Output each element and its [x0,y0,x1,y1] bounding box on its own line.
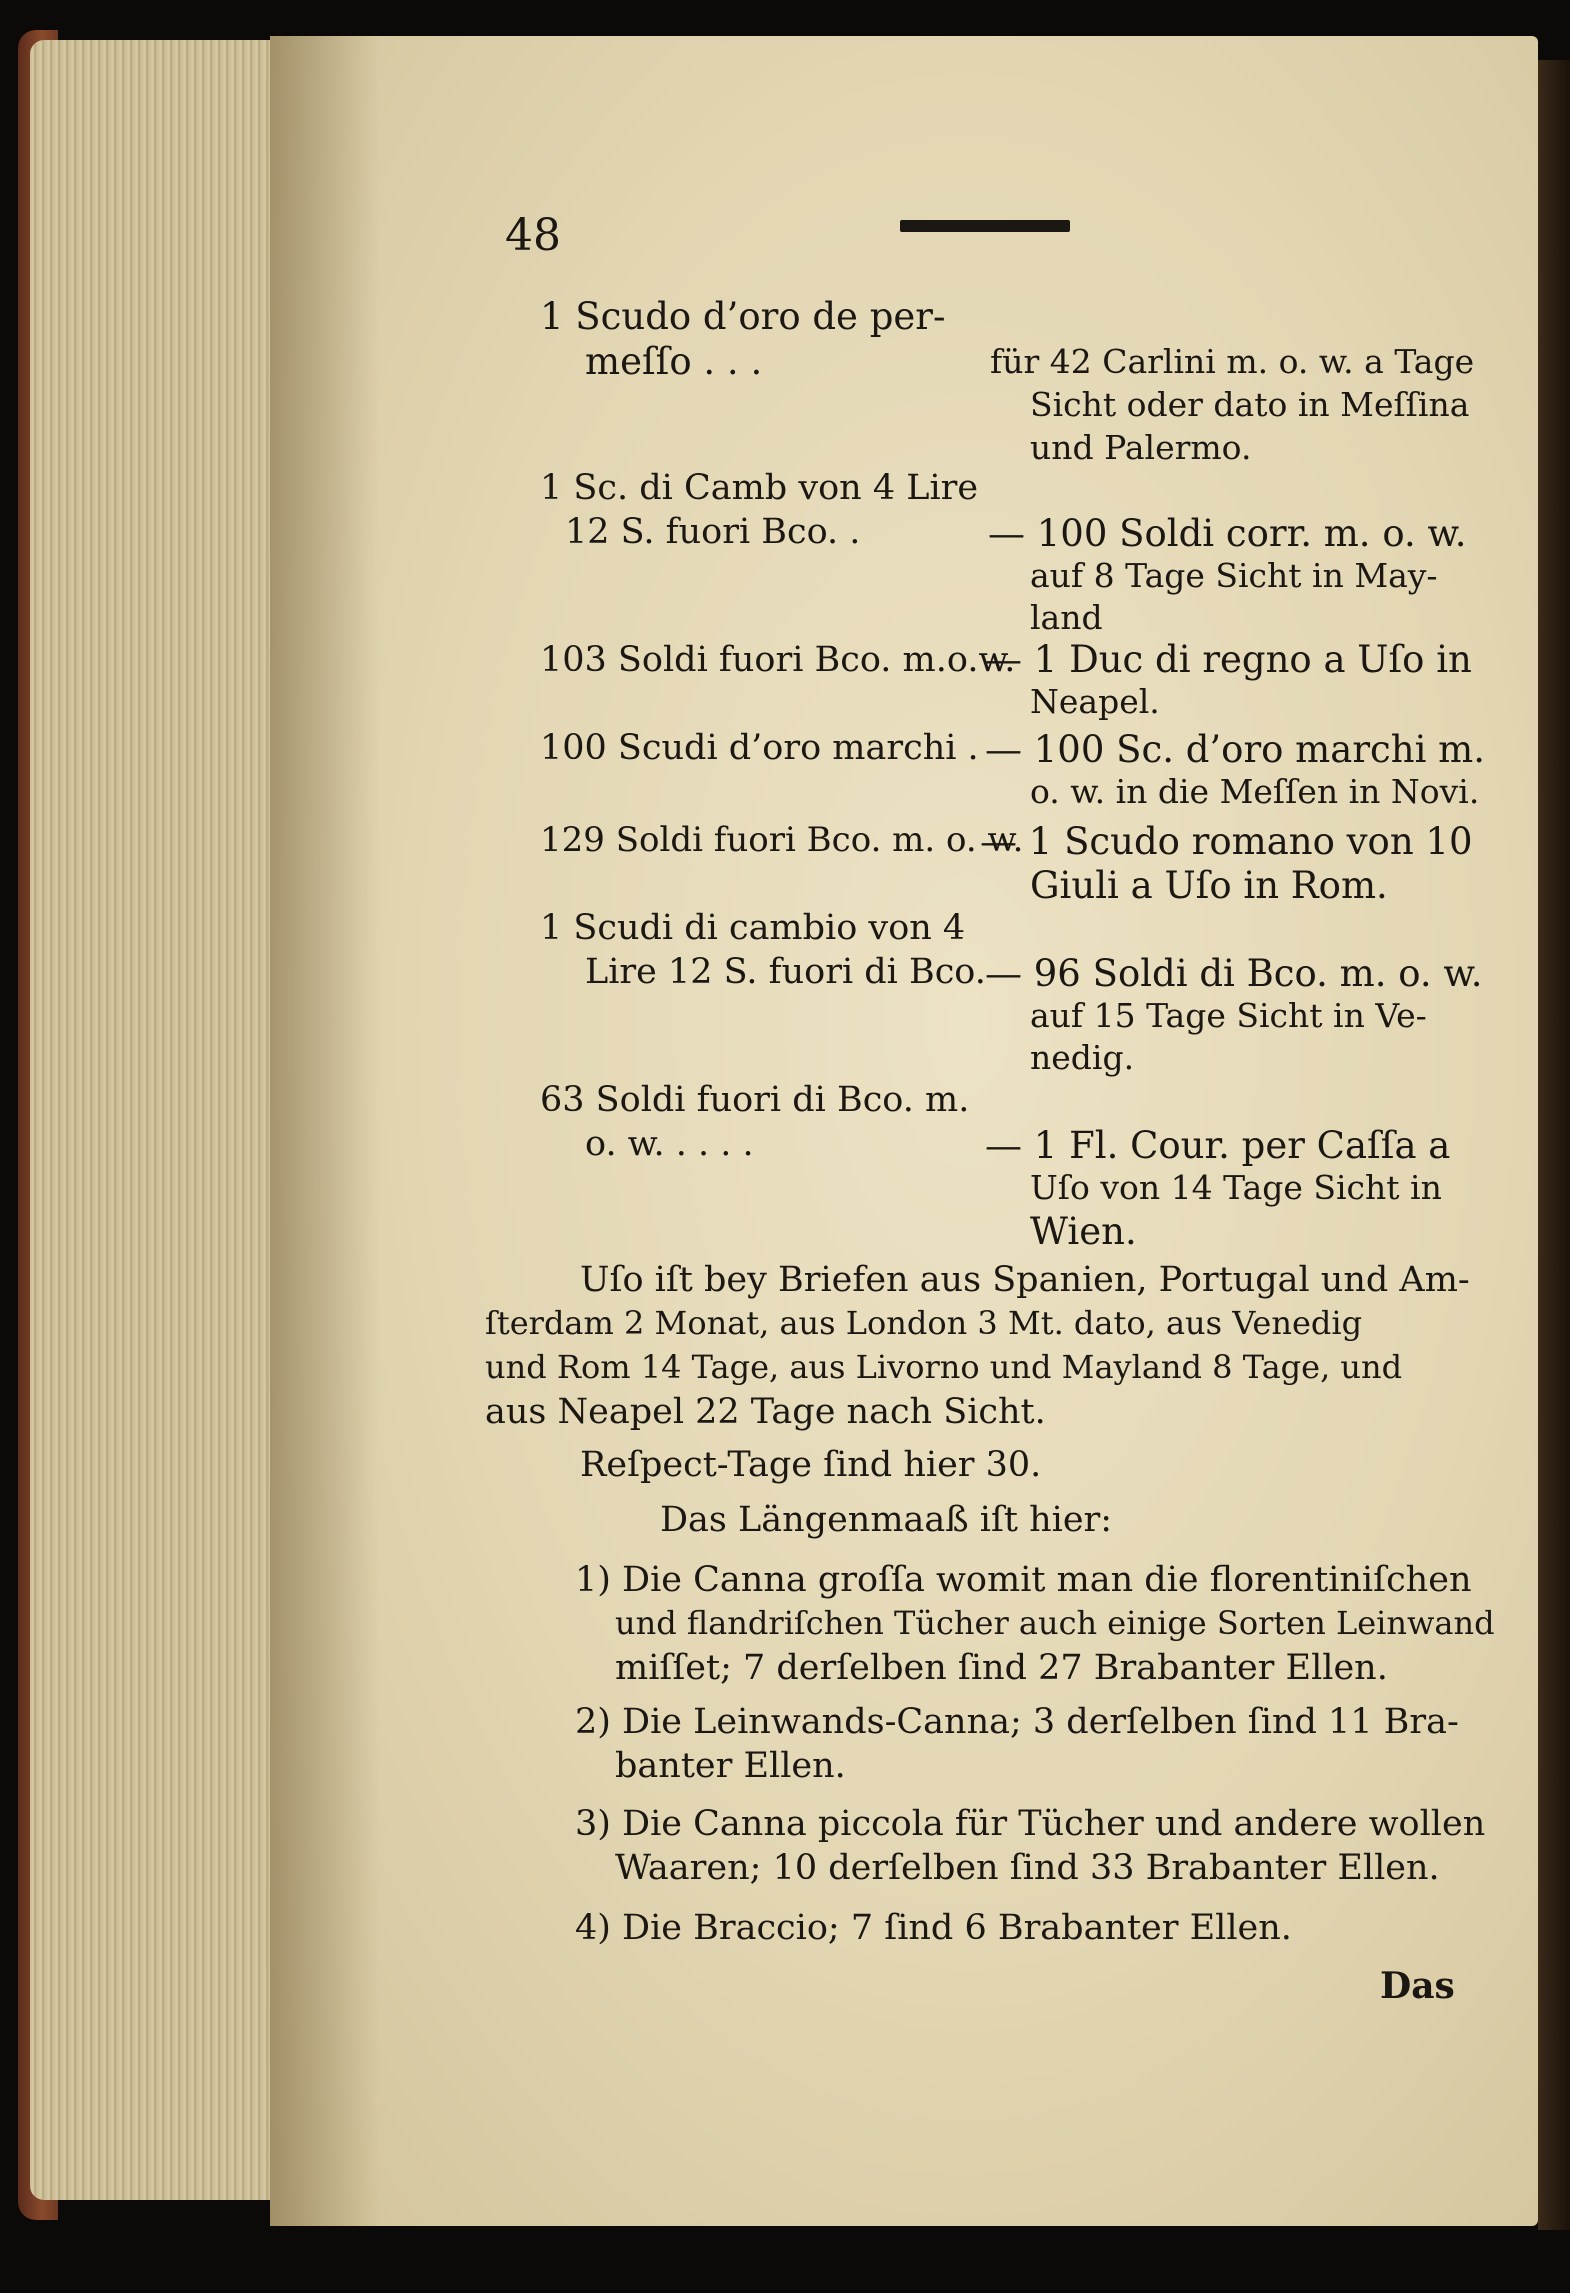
row7-left-line2: o. w. . . . . [585,1124,754,1164]
measure1-line1: 1) Die Canna groſſa womit man die florentiniſchen [575,1560,1472,1600]
page-number: 48 [505,210,561,261]
row7-right-line3: Wien. [1030,1210,1137,1253]
uso-line4: aus Neapel 22 Tage nach Sicht. [485,1392,1046,1432]
page-gutter-shadow [270,36,380,2226]
laengenmaass-intro: Das Längenmaaß iſt hier: [660,1500,1113,1540]
page-edges [30,40,300,2200]
row2-right-line1: — 100 Soldi corr. m. o. w. [988,512,1467,555]
row7-right-line2: Uſo von 14 Tage Sicht in [1030,1168,1442,1207]
row3-left-line1: 103 Soldi fuori Bco. m.o.w. [540,640,1016,680]
row1-left-line1: 1 Scudo d’oro de per- [540,295,946,338]
row4-right-line2: o. w. in die Meſſen in Novi. [1030,772,1480,811]
uso-line3: und Rom 14 Tage, aus Livorno und Mayland 8 Tage, und [485,1348,1403,1386]
row3-right-line2: Neapel. [1030,682,1160,721]
row1-right-line2: Sicht oder dato in Meſſina [1030,385,1470,424]
uso-line1: Uſo iſt bey Briefen aus Spanien, Portugal und Am- [580,1260,1470,1300]
respect-days: Reſpect-Tage ſind hier 30. [580,1445,1042,1485]
measure1-line2: und flandriſchen Tücher auch einige Sorten Leinwand [615,1604,1495,1642]
row5-right-line1: — 1 Scudo romano von 10 [980,820,1473,863]
row3-right-line1: — 1 Duc di regno a Uſo in [985,638,1472,681]
measure3-line2: Waaren; 10 derſelben ſind 33 Brabanter Ellen. [615,1848,1440,1888]
measure4-line1: 4) Die Braccio; 7 ſind 6 Brabanter Ellen. [575,1908,1292,1948]
uso-line2: ſterdam 2 Monat, aus London 3 Mt. dato, aus Venedig [485,1304,1363,1342]
row7-left-line1: 63 Soldi fuori di Bco. m. [540,1080,970,1120]
row5-left-line1: 129 Soldi fuori Bco. m. o. w. [540,820,1024,860]
row6-left-line1: 1 Scudi di cambio von 4 [540,908,966,948]
row2-left-line1: 1 Sc. di Camb von 4 Lire [540,468,979,508]
row4-right-line1: — 100 Sc. d’oro marchi m. [985,728,1486,771]
measure2-line2: banter Ellen. [615,1746,846,1786]
row4-left-line1: 100 Scudi d’oro marchi . [540,728,979,768]
measure1-line3: miſſet; 7 derſelben ſind 27 Brabanter Ellen. [615,1648,1388,1688]
catchword: Das [1380,1965,1455,2007]
measure3-line1: 3) Die Canna piccola für Tücher und andere wollen [575,1804,1486,1844]
row1-left-line2: meſſo . . . [585,340,763,383]
row1-right-line1: für 42 Carlini m. o. w. a Tage [990,342,1475,381]
row2-right-line3: land [1030,598,1103,637]
row1-right-line3: und Palermo. [1030,428,1252,467]
row7-right-line1: — 1 Fl. Cour. per Caſſa a [985,1124,1451,1167]
row6-left-line2: Lire 12 S. fuori di Bco. [585,952,986,992]
measure2-line1: 2) Die Leinwands-Canna; 3 derſelben ſind 11 Bra- [575,1702,1459,1742]
row6-right-line1: — 96 Soldi di Bco. m. o. w. [985,952,1483,995]
row2-right-line2: auf 8 Tage Sicht in May- [1030,556,1438,595]
row2-left-line2: 12 S. fuori Bco. . [565,512,861,552]
row6-right-line3: nedig. [1030,1038,1135,1077]
header-rule [900,220,1070,232]
facing-page-edge [1538,60,1570,2230]
row5-right-line2: Giuli a Uſo in Rom. [1030,864,1388,907]
row6-right-line2: auf 15 Tage Sicht in Ve- [1030,996,1427,1035]
